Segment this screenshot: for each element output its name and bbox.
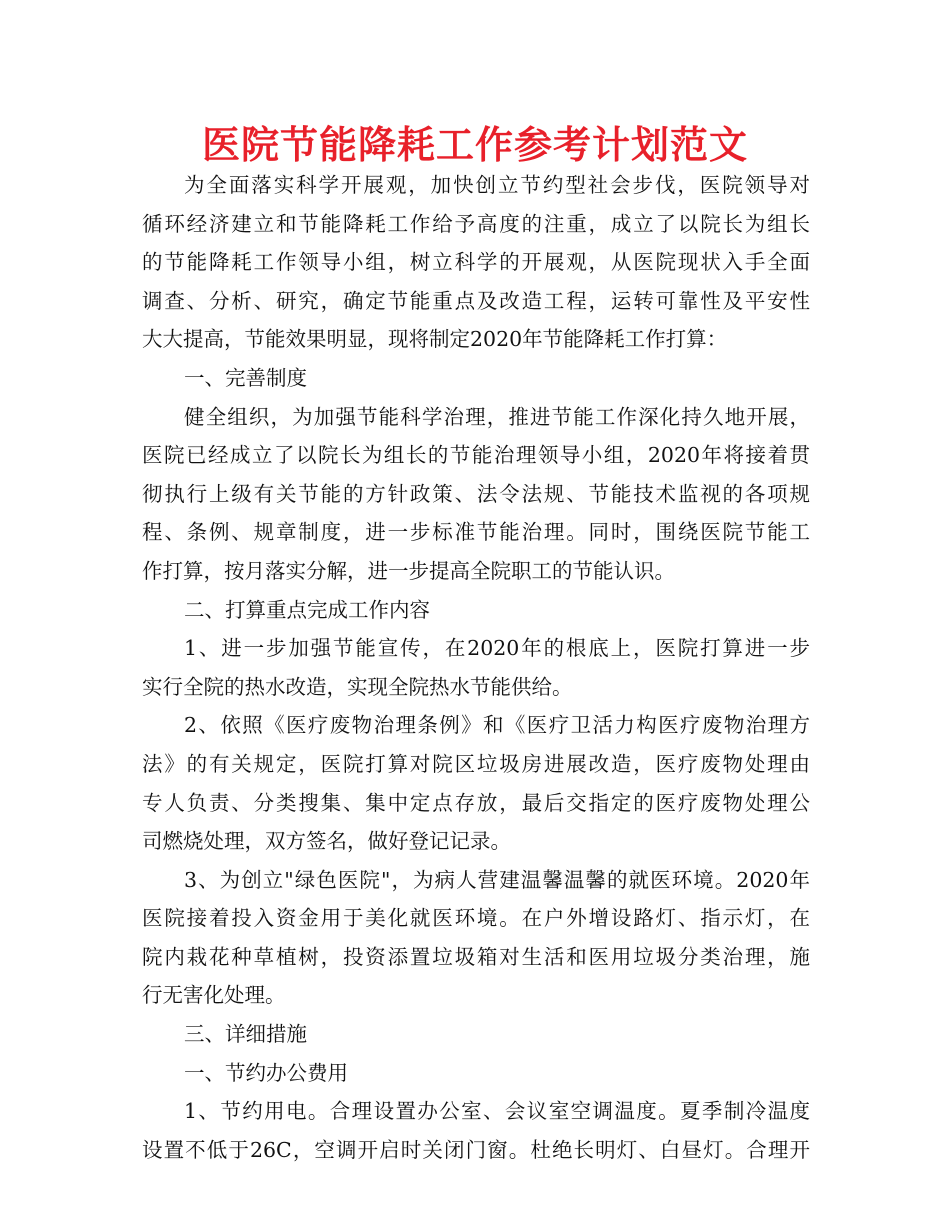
paragraph-line: 法》的有关规定，医院打算对院区垃圾房进展改造，医疗废物处理由: [142, 751, 810, 776]
paragraph-line: 2、依照《医疗废物治理条例》和《医疗卫活力构医疗废物治理方: [184, 713, 810, 738]
paragraph-line: 行无害化处理。: [142, 983, 286, 1008]
paragraph-line: 彻执行上级有关节能的方针政策、法令法规、节能技术监视的各项规: [142, 481, 810, 506]
paragraph-line: 程、条例、规章制度，进一步标准节能治理。同时，围绕医院节能工: [142, 520, 810, 545]
paragraph-line: 作打算，按月落实分解，进一步提高全院职工的节能认识。: [142, 558, 675, 583]
paragraph-line: 健全组织，为加强节能科学治理，推进节能工作深化持久地开展，: [184, 404, 810, 429]
paragraph-line: 1、节约用电。合理设置办公室、会议室空调温度。夏季制冷温度: [184, 1099, 810, 1124]
paragraph-line: 实行全院的热水改造，实现全院热水节能供给。: [142, 674, 573, 699]
paragraph-line: 二、打算重点完成工作内容: [184, 597, 430, 622]
paragraph-line: 司燃烧处理，双方签名，做好登记记录。: [142, 829, 511, 854]
document-title: 医院节能降耗工作参考计划范文: [201, 123, 748, 167]
paragraph-line: 医院接着投入资金用于美化就医环境。在户外增设路灯、指示灯，在: [142, 906, 810, 931]
paragraph-line: 院内栽花种草植树，投资添置垃圾箱对生活和医用垃圾分类治理，施: [142, 944, 810, 969]
paragraph-line: 调查、分析、研究，确定节能重点及改造工程，运转可靠性及平安性: [142, 288, 810, 313]
document-body: [142, 166, 810, 1169]
paragraph-line: 1、进一步加强节能宣传，在2020年的根底上，医院打算进一步: [184, 636, 810, 661]
paragraph-line: 专人负责、分类搜集、集中定点存放，最后交指定的医疗废物处理公: [142, 790, 810, 815]
paragraph-line: 的节能降耗工作领导小组，树立科学的开展观，从医院现状入手全面: [142, 250, 810, 275]
paragraph-line: 医院已经成立了以院长为组长的节能治理领导小组，2020年将接着贯: [142, 443, 810, 468]
paragraph-line: 大大提高，节能效果明显，现将制定2020年节能降耗工作打算：: [142, 327, 728, 352]
paragraph-line: 一、节约办公费用: [184, 1060, 348, 1085]
paragraph-line: 一、完善制度: [184, 365, 307, 390]
paragraph-line: 三、详细措施: [184, 1022, 307, 1047]
paragraph-line: 设置不低于26C，空调开启时关闭门窗。杜绝长明灯、白昼灯。合理开: [142, 1137, 810, 1162]
paragraph-line: 为全面落实科学开展观，加快创立节约型社会步伐，医院领导对: [184, 173, 810, 197]
paragraph-line: 3、为创立"绿色医院"，为病人营建温馨温馨的就医环境。2020年: [184, 867, 810, 892]
paragraph-line: 循环经济建立和节能降耗工作给予高度的注重，成立了以院长为组长: [142, 211, 810, 236]
